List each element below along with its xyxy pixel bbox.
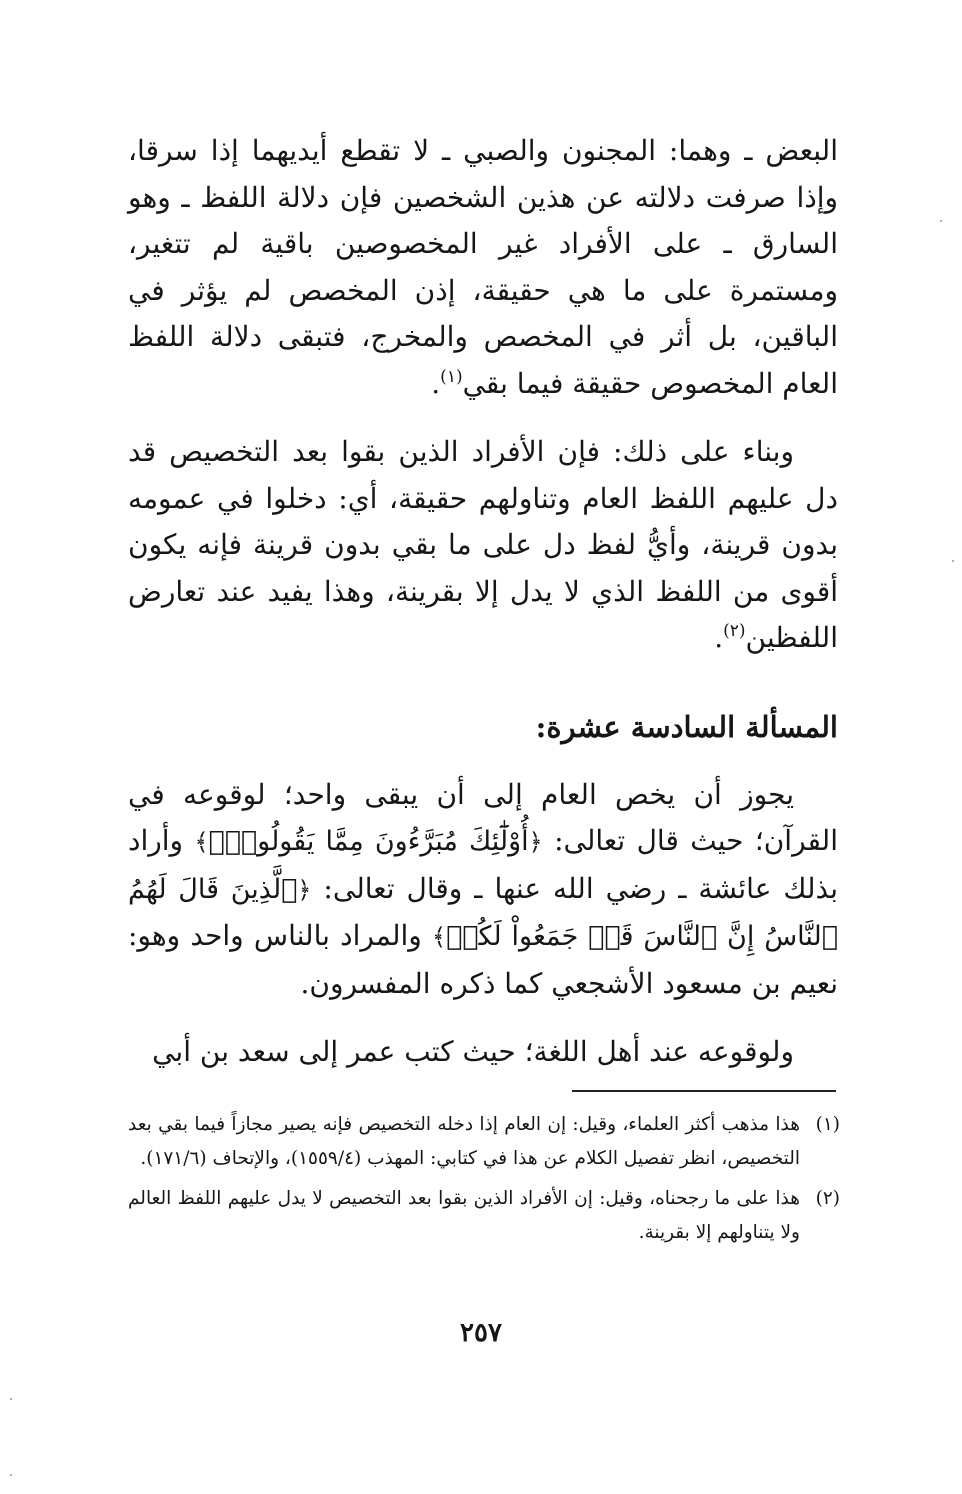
quran-open-bracket: ﴿: [297, 875, 312, 904]
paragraph-3-text-b: وأراد بذلك عائشة ـ رضي الله عنها ـ وقال تعالى:: [128, 824, 838, 905]
main-text: [128, 128, 838, 1076]
footnote-2: [128, 1182, 840, 1250]
scan-speck: [10, 1398, 12, 1400]
paragraph-3-text-a: يجوز أن يخص العام إلى أن يبقى واحد؛ لوقوعه في القرآن؛ حيث قال تعالى:: [128, 777, 838, 857]
scan-speck: [940, 220, 942, 222]
section-heading: المسألة السادسة عشرة:: [535, 709, 838, 744]
footnotes: [128, 1108, 840, 1256]
scan-speck: [952, 560, 954, 562]
footnote-separator: [572, 1090, 836, 1092]
footnote-1: [128, 1108, 840, 1176]
quran-open-bracket: ﴿: [528, 828, 543, 856]
footnote-number: (١): [815, 1114, 840, 1135]
paragraph-4: ولوقوعه عند أهل اللغة؛ حيث كتب عمر إلى سعد بن أبي: [152, 1035, 794, 1068]
quran-verse-1: أُوْلَٰٓئِكَ مُبَرَّءُونَ مِمَّا يَقُولُونَۖ: [208, 826, 529, 857]
footnote-ref-2[interactable]: (٢): [723, 621, 746, 641]
footnote-ref-1[interactable]: (١): [440, 366, 463, 387]
paragraph-3-text-c: والمراد بالناس واحد وهو: نعيم بن مسعود الأشجعي كما ذكره المفسرون.: [128, 919, 838, 1000]
footnote-text: هذا مذهب أكثر العلماء، وقيل: إن العام إذا دخله التخصيص فإنه يصير مجازاً فيما بقي بعد التخصيص، انظر تفصيل الكلام عن هذا في كتابي: المهذب (١٥٥٩/٤)، والإتحاف (١٧١/٦).: [128, 1114, 800, 1169]
footnote-number: (٢): [815, 1188, 840, 1209]
paragraph-2: وبناء على ذلك: فإن الأفراد الذين بقوا بعد التخصيص قد دل عليهم اللفظ العام وتناولهم حقيقة، أي: دخلوا في عمومه بدون قرينة، وأيُّ لفظ دل على ما بقي بدون قرينة فإنه يكون أقوى من اللفظ الذي لا يدل إلا بقرينة، وهذا يفيد عند تعارض اللفظين$^{(٢)}$.: [128, 435, 838, 654]
paragraph-1-text: البعض ـ وهما: المجنون والصبي ـ لا تقطع أيديهما إذا سرقا، وإذا صرفت دلالته عن هذين الشخصين فإن دلالة اللفظ ـ وهو السارق ـ على الأفراد غير المخصوصين باقية لم تتغير، ومستمرة على ما هي حقيقة، إذن المخصص لم يؤثر في الباقين، بل أثر في المخصص والمخرج، فتبقى دلالة اللفظ العام المخصوص حقيقة فيما بقي: [128, 134, 838, 400]
footnote-text: هذا على ما رجحناه، وقيل: إن الأفراد الذين بقوا بعد التخصيص لا يدل عليهم اللفظ العالم ولا يتناولهم إلا بقرينة.: [128, 1188, 800, 1243]
page-number: ٢٥٧: [460, 1318, 502, 1348]
paragraph-2-text: وبناء على ذلك: فإن الأفراد الذين بقوا بعد التخصيص قد دل عليهم اللفظ العام وتناولهم حقيقة، أي: دخلوا في عمومه بدون قرينة، وأيُّ لفظ دل على ما بقي بدون قرينة فإنه يكون أقوى من اللفظ الذي لا يدل إلا بقرينة، وهذا يفيد عند تعارض اللفظين: [128, 435, 838, 654]
quran-close-bracket: ﴾: [432, 923, 447, 951]
paragraph-1: البعض ـ وهما: المجنون والصبي ـ لا تقطع أيديهما إذا سرقا، وإذا صرفت دلالته عن هذين الشخصين فإن دلالة اللفظ ـ وهو السارق ـ على الأفراد غير المخصوصين باقية لم تتغير، ومستمرة على ما هي حقيقة، إذن المخصص لم يؤثر في الباقين، بل أثر في المخصص والمخرج، فتبقى دلالة اللفظ العام المخصوص حقيقة فيما بقي$^{(١)}$.: [128, 134, 838, 400]
paragraph-3: [128, 772, 838, 1008]
quran-verse-2: ٱلَّذِينَ قَالَ لَهُمُ ٱلنَّاسُ إِنَّ ٱلنَّاسَ قَدۡ جَمَعُواْ لَكُمۡ: [128, 873, 838, 952]
quran-close-bracket: ﴾: [194, 828, 209, 856]
scan-speck: [10, 1474, 12, 1476]
